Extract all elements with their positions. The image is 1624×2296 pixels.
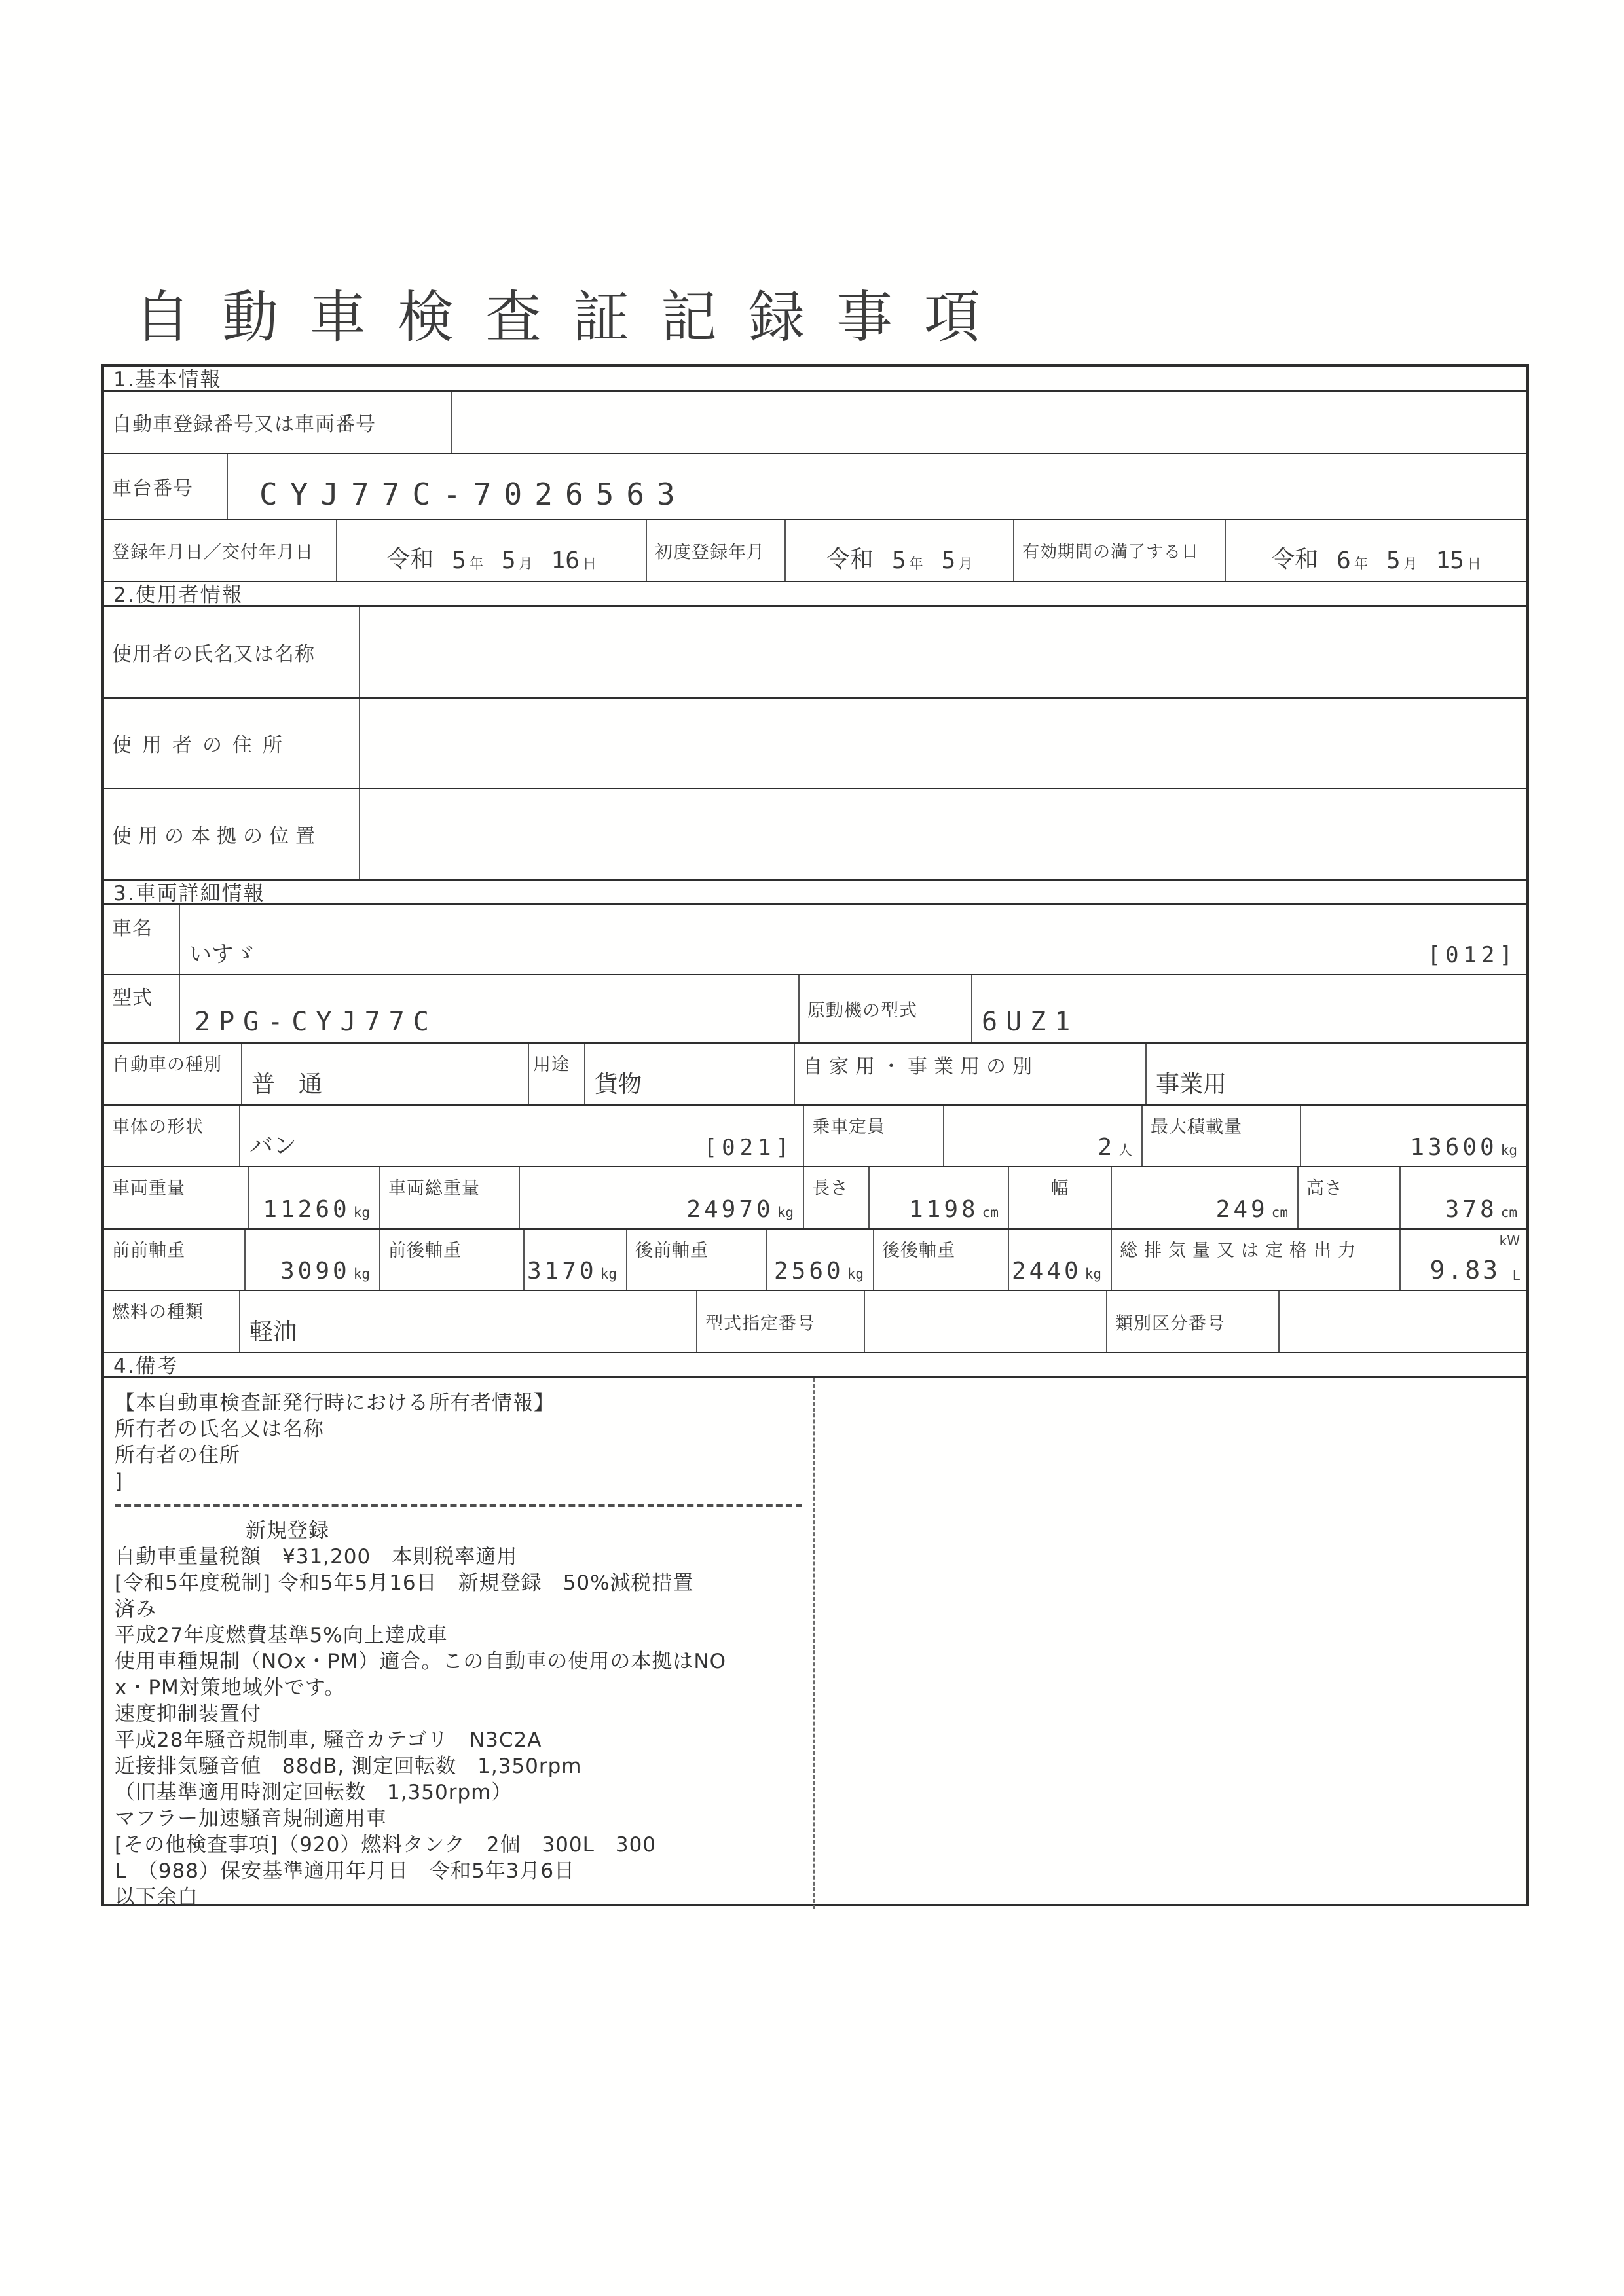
weight-row (104, 1167, 1526, 1230)
axle-rear-front-value-cell (767, 1230, 874, 1290)
use-value-cell (585, 1044, 795, 1104)
model-label: 型式 (112, 987, 153, 1010)
first-registration-era: 令和 (826, 546, 874, 573)
first-registration-value (786, 541, 1013, 574)
chassis-number-label-cell (104, 454, 228, 519)
class-number-label-cell (1107, 1291, 1280, 1352)
fuel-row (104, 1291, 1526, 1353)
base-location-row (104, 789, 1526, 881)
remarks-line: 使用車種規制（NOx・PM）適合。この自動車の使用の本拠はNO (115, 1650, 726, 1673)
remarks-line: 所有者の住所 (115, 1444, 240, 1467)
user-address-row (104, 699, 1526, 789)
remarks-line: 平成27年度燃費基準5%向上達成車 (115, 1624, 448, 1647)
user-address-label: 使用者の住所 (112, 734, 293, 757)
remarks-line: [令和5年度税制] 令和5年5月16日 新規登録 50%減税措置 (115, 1571, 694, 1595)
fuel-type-value-cell (240, 1291, 697, 1352)
registration-date-value-cell (337, 520, 647, 581)
remarks-line: x・PM対策地域外です。 (115, 1676, 346, 1700)
remarks-row (104, 1378, 1526, 1909)
use-value: 貨物 (595, 1071, 642, 1098)
registration-date-value (337, 541, 646, 574)
business-label-cell (795, 1044, 1147, 1104)
length-value: 1198 cm (909, 1196, 999, 1223)
user-name-value-cell (360, 607, 1526, 697)
vehicle-kind-row (104, 1044, 1526, 1106)
business-value-cell (1147, 1044, 1526, 1104)
first-registration-label-cell (647, 520, 786, 581)
registration-number-row (104, 392, 1526, 454)
remarks-line: マフラー加速騒音規制適用車 (115, 1807, 387, 1831)
registration-date-label-cell (104, 520, 337, 581)
axle-front-front-label: 前前軸重 (112, 1241, 185, 1261)
basic-info-header: 1.基本情報 (113, 368, 222, 392)
registration-date-year: 5 年 (452, 547, 483, 574)
first-registration-month: 5 月 (941, 547, 973, 574)
model-label-cell (104, 975, 180, 1042)
vehicle-kind-label-cell (104, 1044, 242, 1104)
remarks-header-row (104, 1353, 1526, 1378)
user-info-header-row (104, 582, 1526, 607)
width-value-cell (1112, 1167, 1299, 1228)
registration-date-label: 登録年月日／交付年月日 (112, 542, 314, 562)
axle-rear-rear-label-cell (874, 1230, 1009, 1290)
type-cert-label: 型式指定番号 (705, 1313, 815, 1334)
gross-weight-label-cell (380, 1167, 520, 1228)
body-shape-label-cell (104, 1106, 240, 1166)
expiry-date-label: 有効期間の満了する日 (1022, 542, 1200, 562)
width-value: 249 cm (1215, 1196, 1288, 1223)
remarks-line: L （988）保安基準適用年月日 令和5年3月6日 (115, 1859, 576, 1883)
registration-number-value-cell (452, 392, 1526, 453)
vehicle-detail-header: 3.車両詳細情報 (113, 882, 265, 905)
engine-model-label: 原動機の型式 (807, 1000, 917, 1021)
remarks-line: [その他検査事項]（920）燃料タンク 2個 300L 300 (115, 1833, 657, 1857)
fuel-type-label-cell (104, 1291, 240, 1352)
remarks-line: 自動車重量税額 ¥31,200 本則税率適用 (115, 1545, 518, 1569)
basic-info-header-row (104, 367, 1526, 392)
expiry-date-value (1226, 541, 1526, 574)
capacity-label: 乗車定員 (812, 1117, 885, 1137)
use-label: 用途 (533, 1055, 570, 1075)
height-value: 378 cm (1445, 1196, 1517, 1223)
vehicle-kind-label: 自動車の種別 (112, 1055, 222, 1075)
axle-rear-rear-value-cell (1009, 1230, 1112, 1290)
user-address-value-cell (360, 699, 1526, 788)
axle-front-front-value-cell (246, 1230, 380, 1290)
vehicle-weight-value-cell (249, 1167, 380, 1228)
axle-rear-front-label: 後前軸重 (635, 1241, 709, 1261)
use-label-cell (529, 1044, 585, 1104)
engine-model-label-cell (800, 975, 972, 1042)
registration-date-month: 5 月 (501, 547, 533, 574)
axle-front-rear-label-cell (380, 1230, 525, 1290)
capacity-value-cell (944, 1106, 1143, 1166)
max-load-label-cell (1143, 1106, 1301, 1166)
remarks-line: 所有者の氏名又は名称 (115, 1417, 324, 1441)
remarks-line: ] (115, 1470, 124, 1493)
model-row (104, 975, 1526, 1044)
displacement-value-cell (1401, 1230, 1526, 1290)
expiry-date-month: 5 月 (1386, 547, 1418, 574)
remarks-line: （旧基準適用時測定回転数 1,350rpm） (115, 1781, 513, 1804)
remarks-line: 以下余白 (115, 1886, 198, 1909)
class-number-value-cell (1280, 1291, 1526, 1352)
class-number-label: 類別区分番号 (1115, 1313, 1225, 1334)
car-name-label-cell (104, 905, 180, 974)
chassis-number-value: CYJ77C-7026563 (259, 477, 688, 512)
body-shape-value-cell (240, 1106, 804, 1166)
displacement-unit-liter: L (1512, 1267, 1520, 1283)
axle-front-rear-value: 3170 kg (527, 1258, 617, 1285)
remarks-line: 近接排気騒音値 88dB, 測定回転数 1,350rpm (115, 1755, 582, 1778)
length-label: 長さ (812, 1178, 849, 1199)
gross-weight-label: 車両総重量 (388, 1178, 480, 1199)
chassis-number-value-cell (228, 454, 1526, 519)
user-name-row (104, 607, 1526, 699)
axle-front-front-value: 3090 kg (280, 1258, 370, 1285)
base-location-label-cell (104, 789, 360, 879)
remarks-header: 4.備考 (113, 1355, 179, 1378)
height-label-cell (1299, 1167, 1401, 1228)
axle-rear-front-value: 2560 kg (774, 1258, 864, 1285)
chassis-number-label: 車台番号 (112, 477, 193, 500)
remarks-right-column (815, 1378, 1526, 1909)
gross-weight-value: 24970 kg (686, 1196, 794, 1223)
base-location-value-cell (360, 789, 1526, 879)
chassis-number-row (104, 454, 1526, 520)
displacement-label: 総排気量又は定格出力 (1120, 1241, 1362, 1261)
engine-model-value-cell (972, 975, 1526, 1042)
model-value-cell (180, 975, 800, 1042)
expiry-date-era: 令和 (1271, 546, 1319, 573)
axle-front-rear-value-cell (525, 1230, 627, 1290)
registration-number-label-cell (104, 392, 452, 453)
expiry-date-day: 15 日 (1435, 547, 1481, 574)
first-registration-year: 5 年 (891, 547, 923, 574)
fuel-type-label: 燃料の種類 (112, 1302, 204, 1322)
axle-weight-row (104, 1230, 1526, 1291)
displacement-unit-kw: kW (1499, 1233, 1520, 1248)
registration-number-label: 自動車登録番号又は車両番号 (112, 413, 376, 436)
vehicle-kind-value-cell (242, 1044, 529, 1104)
height-value-cell (1401, 1167, 1526, 1228)
engine-model-value: 6UZ1 (982, 1007, 1079, 1037)
user-name-label-cell (104, 607, 360, 697)
body-shape-code: [021] (703, 1135, 794, 1161)
remarks-line: 平成28年騒音規制車, 騒音カテゴリ N3C2A (115, 1728, 542, 1752)
body-shape-row (104, 1106, 1526, 1167)
vehicle-weight-value: 11260 kg (263, 1196, 370, 1223)
gross-weight-value-cell (520, 1167, 804, 1228)
certificate-table (101, 364, 1529, 1909)
user-info-header: 2.使用者情報 (113, 583, 244, 607)
user-address-label-cell (104, 699, 360, 788)
dashed-separator (115, 1504, 802, 1507)
width-label: 幅 (1050, 1178, 1069, 1199)
user-name-label: 使用者の氏名又は名称 (112, 643, 315, 666)
car-name-value-cell (180, 905, 1526, 974)
remarks-line: 【本自動車検査証発行時における所有者情報】 (115, 1391, 555, 1415)
fuel-type-value: 軽油 (249, 1319, 297, 1345)
model-value: 2PG-CYJ77C (194, 1007, 437, 1037)
capacity-label-cell (804, 1106, 944, 1166)
car-name-code: [012] (1427, 942, 1517, 968)
business-value: 事業用 (1156, 1071, 1227, 1098)
axle-front-rear-label: 前後軸重 (388, 1241, 462, 1261)
base-location-label: 使用の本拠の位置 (112, 825, 322, 848)
expiry-date-value-cell (1226, 520, 1526, 581)
vehicle-kind-value: 普 通 (251, 1071, 323, 1098)
length-value-cell (870, 1167, 1009, 1228)
displacement-label-cell (1112, 1230, 1401, 1290)
max-load-label: 最大積載量 (1151, 1117, 1242, 1137)
remarks-left-column (104, 1378, 815, 1909)
registration-date-era: 令和 (386, 546, 434, 573)
axle-rear-rear-value: 2440 kg (1012, 1258, 1101, 1285)
axle-rear-rear-label: 後後軸重 (882, 1241, 955, 1261)
length-label-cell (804, 1167, 870, 1228)
dates-row (104, 520, 1526, 582)
type-cert-label-cell (697, 1291, 865, 1352)
max-load-value-cell (1301, 1106, 1526, 1166)
first-registration-value-cell (786, 520, 1014, 581)
height-label: 高さ (1306, 1178, 1343, 1199)
registration-date-day: 16 日 (551, 547, 597, 574)
displacement-value: 9.83 (1430, 1256, 1500, 1285)
car-name-label: 車名 (112, 917, 153, 940)
type-cert-value-cell (865, 1291, 1107, 1352)
expiry-date-year: 6 年 (1337, 547, 1368, 574)
page-title: 自動車検査証記録事項 (134, 285, 1012, 350)
remarks-line: 速度抑制装置付 (115, 1702, 261, 1726)
remarks-line: 新規登録 (246, 1519, 329, 1542)
expiry-date-label-cell (1014, 520, 1226, 581)
vehicle-weight-label-cell (104, 1167, 249, 1228)
business-label: 自家用・事業用の別 (803, 1055, 1039, 1078)
width-label-cell (1009, 1167, 1112, 1228)
axle-front-front-label-cell (104, 1230, 246, 1290)
remarks-line: 済み (115, 1597, 157, 1621)
vehicle-weight-label: 車両重量 (112, 1178, 185, 1199)
car-name-row (104, 905, 1526, 975)
vehicle-detail-header-row (104, 881, 1526, 905)
axle-rear-front-label-cell (627, 1230, 767, 1290)
car-name-value: いすゞ (189, 941, 256, 968)
max-load-value: 13600 kg (1410, 1134, 1517, 1161)
body-shape-label: 車体の形状 (112, 1117, 204, 1137)
body-shape-value: バン (249, 1133, 297, 1159)
first-registration-label: 初度登録年月 (655, 542, 765, 562)
capacity-value: 2 人 (1098, 1134, 1132, 1161)
